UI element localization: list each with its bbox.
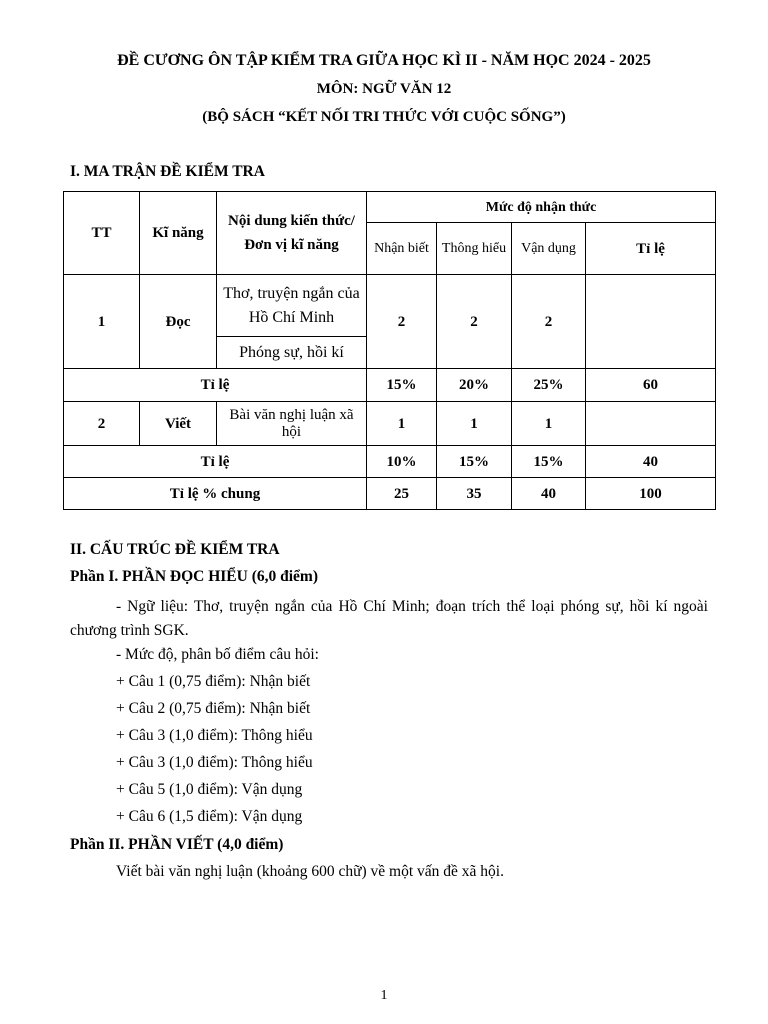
header-skill: Kĩ năng — [140, 192, 217, 275]
ratio2-apply: 15% — [512, 446, 586, 478]
total-recognize: 25 — [367, 478, 437, 510]
total-ratio: 100 — [586, 478, 716, 510]
part-1-heading: Phần I. PHẦN ĐỌC HIỂU (6,0 điểm) — [70, 568, 319, 585]
row1-skill: Đọc — [140, 275, 217, 369]
row2-tt: 2 — [64, 402, 140, 446]
header-content: Nội dung kiến thức/Đơn vị kĩ năng — [217, 192, 367, 275]
table-row — [64, 275, 716, 337]
header-level: Mức độ nhận thức — [367, 192, 716, 223]
list-item: + Câu 5 (1,0 điểm): Vận dụng — [116, 781, 303, 798]
ratio1-label: Tỉ lệ — [64, 369, 367, 402]
part-1-levels: - Mức độ, phân bố điểm câu hỏi: — [116, 646, 319, 663]
table-row-ratio-2 — [64, 446, 716, 478]
table-row-total — [64, 478, 716, 510]
ratio2-understand: 15% — [437, 446, 512, 478]
row1-ratio — [586, 275, 716, 369]
section-2-heading: II. CẤU TRÚC ĐỀ KIỂM TRA — [70, 541, 280, 558]
ratio1-understand: 20% — [437, 369, 512, 402]
list-item: + Câu 2 (0,75 điểm): Nhận biết — [116, 700, 311, 717]
row1-recognize: 2 — [367, 275, 437, 369]
section-1-heading: I. MA TRẬN ĐỀ KIỂM TRA — [70, 163, 265, 180]
list-item: + Câu 1 (0,75 điểm): Nhận biết — [116, 673, 311, 690]
part-2-text: Viết bài văn nghị luận (khoảng 600 chữ) về một vấn đề xã hội. — [116, 863, 504, 880]
ratio2-label: Tỉ lệ — [64, 446, 367, 478]
row2-understand: 1 — [437, 402, 512, 446]
table-row — [64, 402, 716, 446]
row2-ratio — [586, 402, 716, 446]
total-label: Tỉ lệ % chung — [64, 478, 367, 510]
header-apply: Vận dụng — [512, 223, 586, 275]
list-item: + Câu 3 (1,0 điểm): Thông hiểu — [116, 754, 313, 771]
total-apply: 40 — [512, 478, 586, 510]
ratio1-ratio: 60 — [586, 369, 716, 402]
row1-content-a: Thơ, truyện ngắn của Hồ Chí Minh — [217, 275, 367, 337]
document-title: ĐỀ CƯƠNG ÔN TẬP KIỂM TRA GIỮA HỌC KÌ II - NĂM HỌC 2024 - 2025 — [117, 52, 651, 69]
table-row-ratio-1 — [64, 369, 716, 402]
header-ratio: Tỉ lệ — [586, 223, 716, 275]
ratio1-recognize: 15% — [367, 369, 437, 402]
total-understand: 35 — [437, 478, 512, 510]
ratio2-ratio: 40 — [586, 446, 716, 478]
document-book: (BỘ SÁCH “KẾT NỐI TRI THỨC VỚI CUỘC SỐNG”) — [202, 109, 566, 125]
header-recognize: Nhận biết — [367, 223, 437, 275]
document-subject: MÔN: NGỮ VĂN 12 — [316, 81, 452, 97]
ratio1-apply: 25% — [512, 369, 586, 402]
part-1-material: - Ngữ liệu: Thơ, truyện ngắn của Hồ Chí Minh; đoạn trích thể loại phóng sự, hồi kí ngoài chương trình SGK. — [70, 598, 708, 639]
table-header-row — [64, 192, 716, 223]
ratio2-recognize: 10% — [367, 446, 437, 478]
row1-tt: 1 — [64, 275, 140, 369]
row2-apply: 1 — [512, 402, 586, 446]
exam-matrix-table — [63, 191, 716, 510]
header-tt: TT — [64, 192, 140, 275]
list-item: + Câu 3 (1,0 điểm): Thông hiểu — [116, 727, 313, 744]
row2-content: Bài văn nghị luận xã hội — [217, 402, 367, 446]
page-number: 1 — [380, 988, 388, 1003]
row1-content-b: Phóng sự, hồi kí — [217, 337, 367, 369]
row2-skill: Viết — [140, 402, 217, 446]
row2-recognize: 1 — [367, 402, 437, 446]
row1-understand: 2 — [437, 275, 512, 369]
header-understand: Thông hiểu — [437, 223, 512, 275]
part-2-heading: Phần II. PHẦN VIẾT (4,0 điểm) — [70, 836, 284, 853]
list-item: + Câu 6 (1,5 điểm): Vận dụng — [116, 808, 303, 825]
row1-apply: 2 — [512, 275, 586, 369]
